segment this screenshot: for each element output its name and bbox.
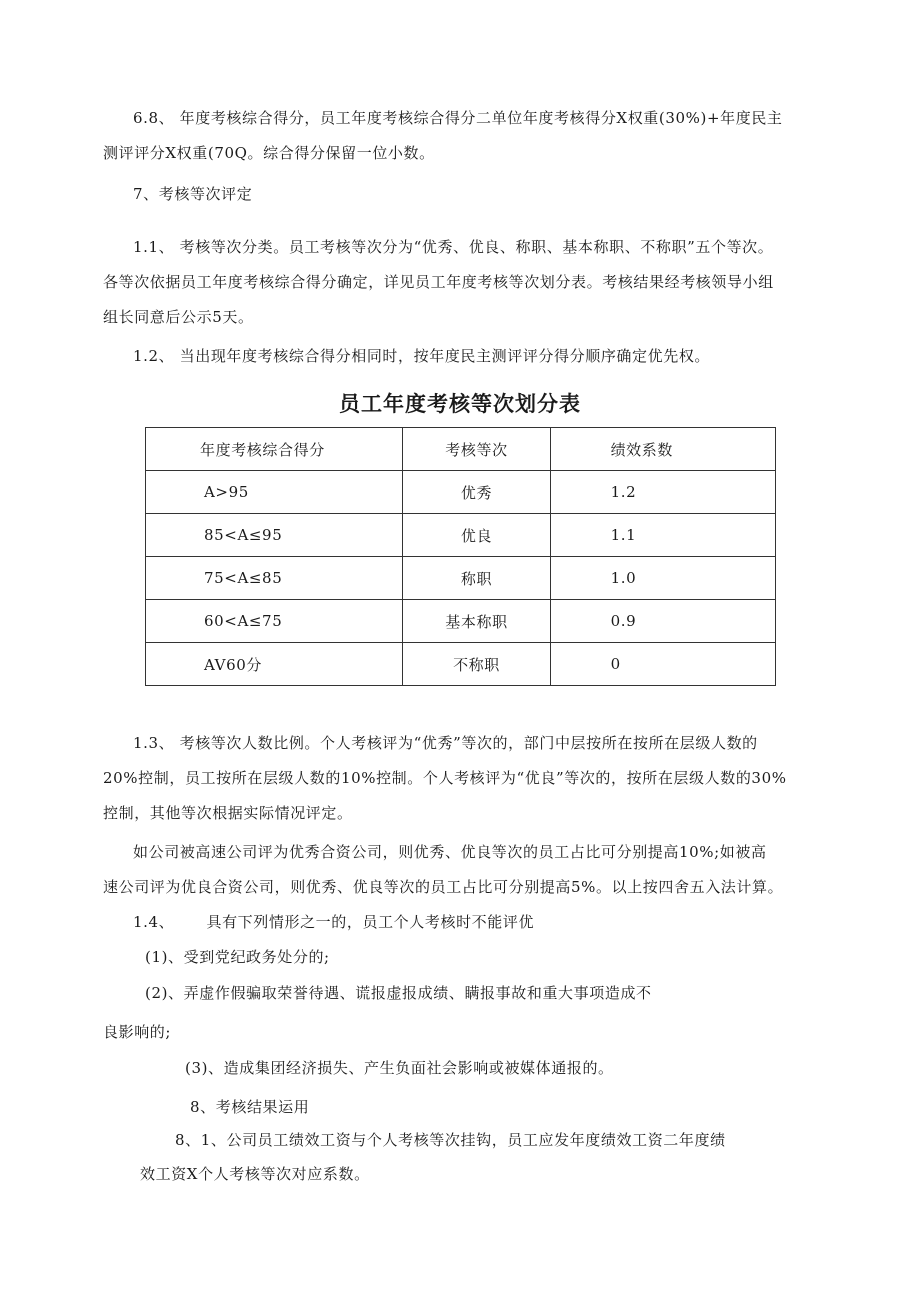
cell-coefficient: 1.1: [550, 514, 775, 557]
cell-score: 85<A≤95: [146, 514, 403, 557]
cell-score: A>95: [146, 471, 403, 514]
list-item-1: (1)、受到党纪政务处分的;: [145, 948, 330, 966]
paragraph-1-3-line-1: 1.3、 考核等次人数比例。个人考核评为“优秀”等次的，部门中层按所在按所在层级人数的: [133, 734, 758, 752]
cell-grade: 基本称职: [403, 600, 550, 643]
section-heading-8: 8、考核结果运用: [190, 1098, 310, 1116]
header-coefficient: 绩效系数: [550, 428, 775, 471]
grade-table: [145, 427, 776, 686]
paragraph-6-8-line-2: 测评评分X权重(70Q。综合得分保留一位小数。: [103, 144, 435, 162]
cell-coefficient: 1.2: [550, 471, 775, 514]
table-header-row: [146, 428, 776, 471]
list-item-3: (3)、造成集团经济损失、产生负面社会影响或被媒体通报的。: [185, 1059, 614, 1077]
cell-score: 60<Α≤75: [146, 600, 403, 643]
paragraph-8-1-line-2: 效工资X个人考核等次对应系数。: [140, 1165, 370, 1183]
cell-grade: 优良: [403, 514, 550, 557]
cell-coefficient: 0: [550, 643, 775, 686]
table-title: 员工年度考核等次划分表: [339, 392, 581, 416]
header-grade: 考核等次: [403, 428, 550, 471]
paragraph-company-line-1: 如公司被高速公司评为优秀合资公司，则优秀、优良等次的员工占比可分别提高10%;如被高: [133, 843, 767, 861]
paragraph-1-1-line-1: 1.1、 考核等次分类。员工考核等次分为“优秀、优良、称职、基本称职、不称职”五个等次。: [133, 238, 774, 256]
paragraph-1-1-line-3: 组长同意后公示5天。: [103, 308, 254, 326]
table-row: [146, 643, 776, 686]
cell-grade: 不称职: [403, 643, 550, 686]
paragraph-1-3-line-3: 控制，其他等次根据实际情况评定。: [103, 804, 353, 822]
paragraph-1-3-line-2: 20%控制，员工按所在层级人数的10%控制。个人考核评为“优良”等次的，按所在层级人数的30%: [103, 769, 787, 787]
list-item-2-line-1: (2)、弄虚作假骗取荣誉待遇、谎报虚报成绩、瞒报事故和重大事项造成不: [145, 984, 652, 1002]
table-row: [146, 514, 776, 557]
table-row: [146, 471, 776, 514]
cell-coefficient: 1.0: [550, 557, 775, 600]
table-row: [146, 600, 776, 643]
paragraph-8-1-line-1: 8、1、公司员工绩效工资与个人考核等次挂钩，员工应发年度绩效工资二年度绩: [175, 1131, 726, 1149]
paragraph-1-4: 1.4、 具有下列情形之一的，员工个人考核时不能评优: [133, 913, 535, 931]
header-score: 年度考核综合得分: [146, 428, 403, 471]
list-item-2-line-2: 良影响的;: [103, 1023, 172, 1041]
cell-score: 75<Α≤85: [146, 557, 403, 600]
paragraph-6-8-line-1: 6.8、 年度考核综合得分，员工年度考核综合得分二单位年度考核得分X权重(30%)+年度民主: [133, 109, 783, 127]
section-heading-7: 7、考核等次评定: [133, 185, 253, 203]
cell-grade: 称职: [403, 557, 550, 600]
cell-grade: 优秀: [403, 471, 550, 514]
paragraph-1-1-line-2: 各等次依据员工年度考核综合得分确定，详见员工年度考核等次划分表。考核结果经考核领导小组: [103, 273, 774, 291]
cell-coefficient: 0.9: [550, 600, 775, 643]
paragraph-company-line-2: 速公司评为优良合资公司，则优秀、优良等次的员工占比可分别提高5%。以上按四舍五入法计算。: [103, 878, 784, 896]
paragraph-1-2: 1.2、 当出现年度考核综合得分相同时，按年度民主测评评分得分顺序确定优先权。: [133, 347, 711, 365]
table-row: [146, 557, 776, 600]
cell-score: AV60分: [146, 643, 403, 686]
